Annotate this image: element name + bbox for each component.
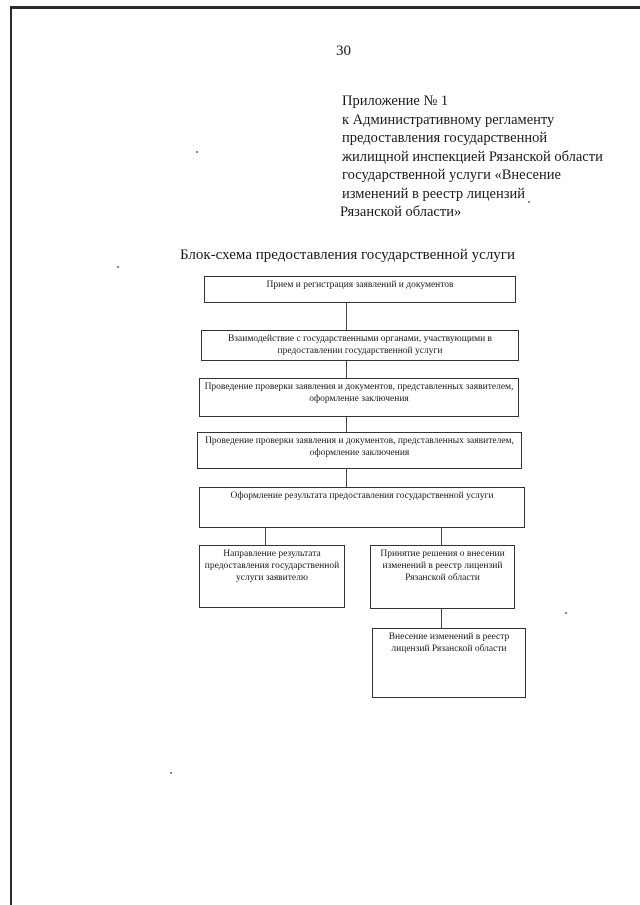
box-text: Рязанской области [405, 573, 480, 583]
scan-speck [117, 266, 119, 268]
appendix-header [342, 92, 603, 222]
connector-line [441, 527, 442, 545]
box-text: Принятие решения о внесении [380, 549, 505, 559]
scan-speck [170, 772, 172, 774]
connector-line [346, 468, 347, 487]
step-check-box-1 [199, 378, 519, 417]
scan-speck [565, 612, 567, 614]
step-interaction-box [201, 330, 519, 361]
appendix-line: государственной услуги «Внесение [342, 167, 561, 183]
box-text: предоставления государственной [204, 561, 340, 571]
page-number: 30 [336, 43, 351, 59]
step-check-box-2 [197, 432, 522, 469]
scan-speck [528, 201, 530, 203]
connector-line [346, 360, 347, 378]
step-reception-box [204, 276, 516, 303]
connector-line [346, 416, 347, 432]
box-text: Прием и регистрация заявлений и документов [266, 280, 454, 290]
step-registry-box [372, 628, 526, 698]
box-text: Направление результата [223, 549, 321, 559]
box-text: Взаимодействие с государственными органами, участвующими в [227, 334, 493, 344]
scan-speck [196, 151, 198, 153]
page-border-top [10, 6, 640, 9]
box-text: Проведение проверки заявления и документов, представленных заявителем, [205, 436, 514, 446]
box-text: Проведение проверки заявления и документов, представленных заявителем, [204, 382, 514, 392]
connector-line [265, 527, 266, 545]
appendix-line: Приложение № 1 [342, 93, 449, 109]
box-text: Внесение изменений в реестр [388, 632, 510, 642]
connector-line [441, 608, 442, 628]
scheme-title: Блок-схема предоставления государственной услуги [180, 247, 515, 263]
page-border-left [10, 6, 12, 905]
box-text: лицензий Рязанской области [391, 644, 507, 654]
appendix-line: изменений в реестр лицензий [342, 185, 525, 202]
box-text: оформление заключения [309, 394, 409, 404]
appendix-line: Рязанской области» [340, 204, 462, 220]
appendix-line: жилищной инспекцией Рязанской области [342, 148, 603, 165]
box-text: услуги заявителю [236, 573, 308, 583]
box-text: изменений в реестр лицензий [382, 561, 503, 571]
appendix-line: предоставления государственной [342, 130, 548, 146]
appendix-line: к Административному регламенту [342, 111, 555, 128]
box-text: оформление заключения [309, 448, 410, 458]
step-result-box [199, 487, 525, 528]
step-decision-box [370, 545, 515, 609]
connector-line [346, 302, 347, 330]
box-text: предоставлении государственной услуги [277, 346, 443, 356]
box-text: Оформление результата предоставления государственной услуги [230, 491, 494, 501]
step-send-box [199, 545, 345, 608]
